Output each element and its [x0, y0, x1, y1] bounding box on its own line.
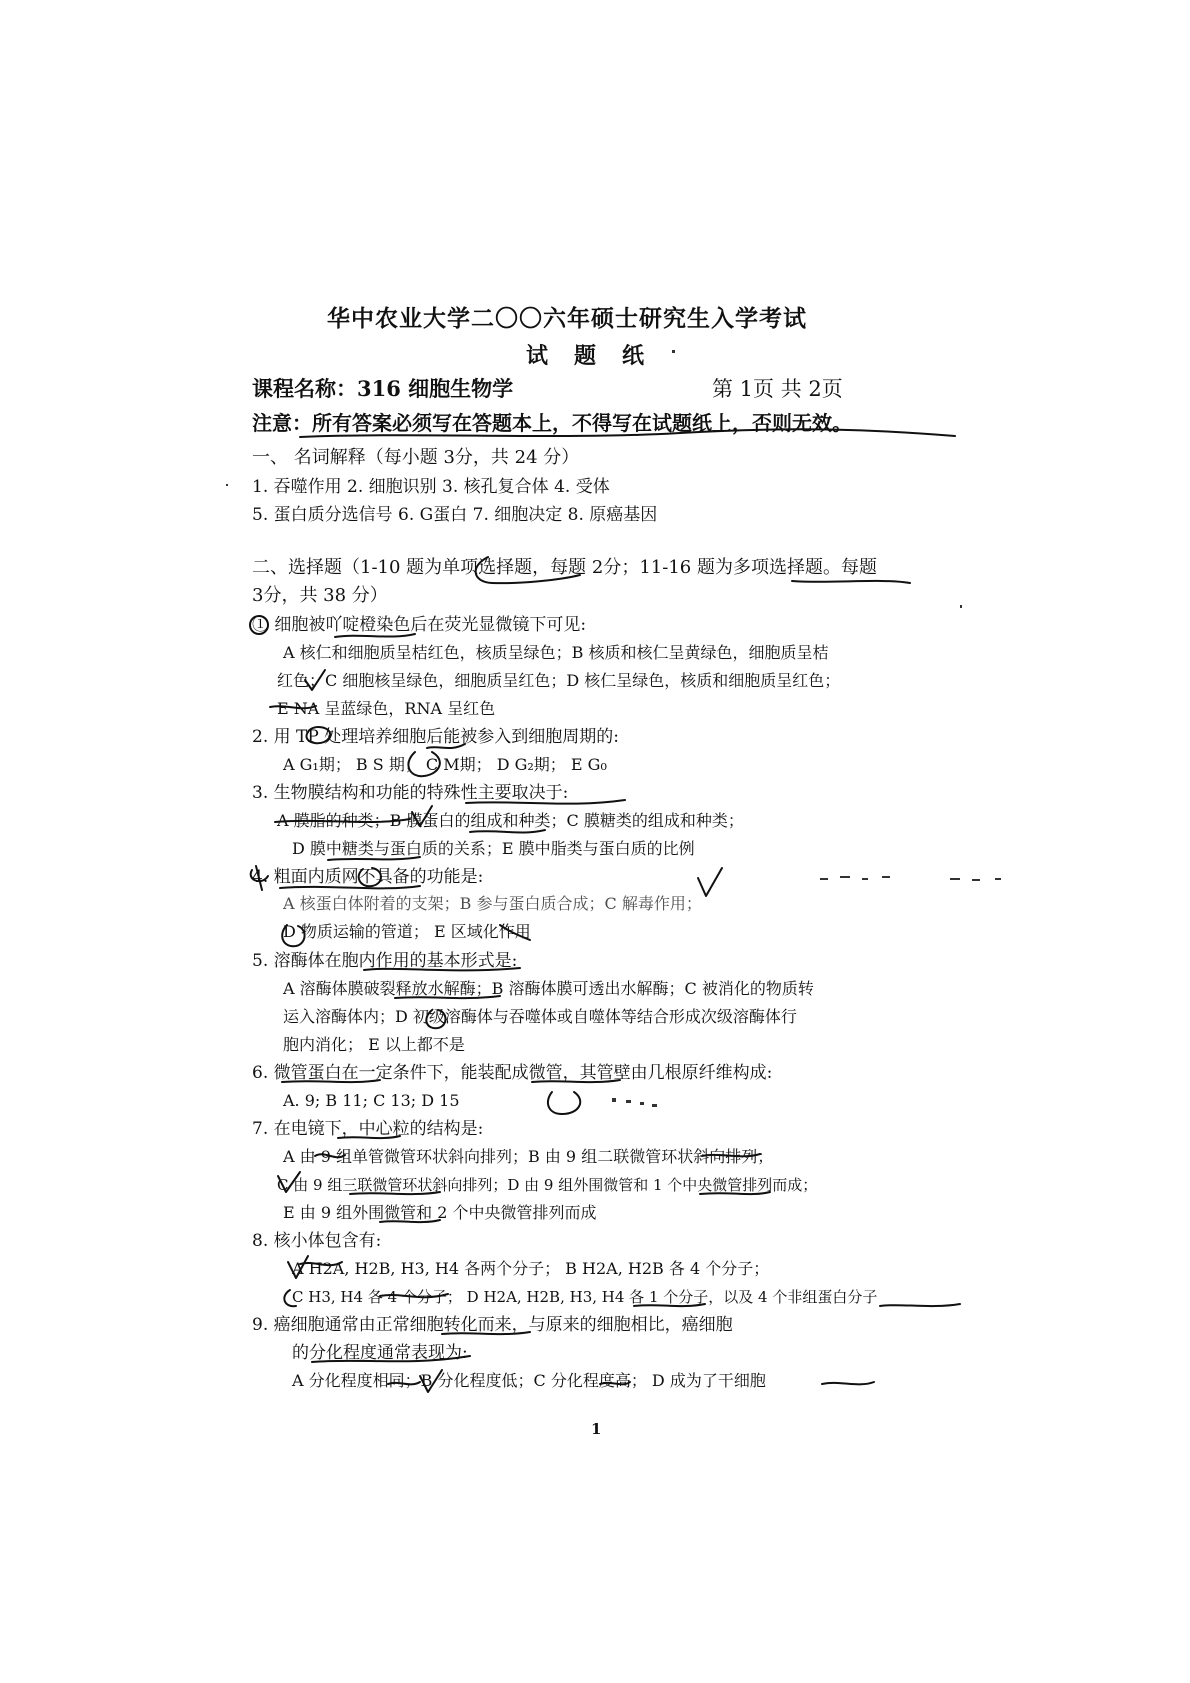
- subtitle-speck: [672, 350, 675, 353]
- section1-terms-row1: 1. 吞噬作用 2. 细胞识别 3. 核孔复合体 4. 受体: [252, 477, 610, 497]
- q9-stem-line2: 的分化程度通常表现为:: [292, 1343, 468, 1363]
- q2-options-line1: A G₁期； B S 期； C M期； D G₂期； E G₀: [283, 755, 607, 774]
- course-name: 课程名称：316 细胞生物学: [252, 376, 514, 401]
- q2-stem: 2. 用 TP 处理培养细胞后能被参入到细胞周期的:: [252, 727, 619, 747]
- q7-options-line2: C 由 9 组三联微管环状斜向排列；D 由 9 组外围微管和 1 个中央微管排列而成；: [277, 1176, 818, 1194]
- q9-option-d-strike-mark: [822, 1382, 874, 1384]
- q1-options-line3: E NA 呈蓝绿色，RNA 呈红色: [277, 699, 496, 718]
- notice: 注意：所有答案必须写在答题本上，不得写在试题纸上，否则无效。: [252, 411, 852, 435]
- q3-stem: 3. 生物膜结构和功能的特殊性主要取决于:: [252, 783, 569, 803]
- q5-options-line3: 胞内消化； E 以上都不是: [283, 1035, 465, 1054]
- q4-options-line1: A 核蛋白体附着的支架；B 参与蛋白质合成；C 解毒作用；: [283, 894, 702, 913]
- q4-options-line2: D 物质运输的管道； E 区域化作用: [283, 922, 531, 941]
- q8-stem: 8. 核小体包含有:: [252, 1231, 382, 1251]
- margin-speck-right: [960, 605, 962, 608]
- q1-options-line2: 红色；C 细胞核呈绿色，细胞质呈红色；D 核仁呈绿色，核质和细胞质呈红色；: [277, 671, 841, 690]
- q1-options-line1: A 核仁和细胞质呈桔红色，核质呈绿色；B 核质和核仁呈黄绿色，细胞质呈桔: [283, 643, 829, 662]
- q5-options-line2: 运入溶酶体内；D 初级溶酶体与吞噬体或自噬体等结合形成次级溶酶体行: [283, 1007, 797, 1026]
- margin-speck: [226, 484, 228, 486]
- q6-stem: 6. 微管蛋白在一定条件下，能装配成微管，其管壁由几根原纤维构成:: [252, 1063, 773, 1083]
- section2-heading-line1: 二、选择题（1-10 题为单项选择题，每题 2分；11-16 题为多项选择题。每题: [252, 557, 877, 578]
- q7-stem: 7. 在电镜下，中心粒的结构是:: [252, 1119, 484, 1139]
- q5-stem: 5. 溶酶体在胞内作用的基本形式是:: [252, 951, 518, 971]
- q4-option-c-check-mark: [698, 868, 722, 896]
- section1-terms-row2: 5. 蛋白质分选信号 6. G蛋白 7. 细胞决定 8. 原癌基因: [252, 505, 658, 525]
- q5-options-line1: A 溶酶体膜破裂释放水解酶；B 溶酶体膜可透出水解酶；C 被消化的物质转: [283, 979, 814, 998]
- q4-scan-noise-mark: [820, 876, 1001, 881]
- q8-options-line2: C H3, H4 各 4 个分子； D H2A, H2B, H3, H4 各 1 个分子，以及 4 个非组蛋白分子: [292, 1288, 878, 1306]
- multi-choice-underline-mark: [792, 581, 910, 583]
- exam-title: 华中农业大学二〇〇六年硕士研究生入学考试: [327, 305, 807, 332]
- section2-heading-line2: 3分，共 38 分）: [252, 585, 388, 606]
- q3-options-line1: A 膜脂的种类；B 膜蛋白的组成和种类；C 膜糖类的组成和种类；: [277, 811, 744, 830]
- q8-option-d-underline-mark-2: [880, 1304, 960, 1306]
- q6-options-line1: A. 9; B 11; C 13; D 15: [283, 1091, 460, 1110]
- q7-options-line1: A 由 9 组单管微管环状斜向排列；B 由 9 组二联微管环状斜向排列；: [283, 1147, 774, 1166]
- q7-options-line3: E 由 9 组外围微管和 2 个中央微管排列而成: [283, 1203, 597, 1222]
- section1-heading: 一、 名词解释（每小题 3分，共 24 分）: [252, 447, 580, 468]
- q8-options-line1: A H2A, H2B, H3, H4 各两个分子； B H2A, H2B 各 4 个分子；: [292, 1259, 770, 1278]
- q9-stem: 9. 癌细胞通常由正常细胞转化而来，与原来的细胞相比，癌细胞: [252, 1315, 733, 1335]
- q6-answer-circle-mark: [548, 1092, 580, 1114]
- q1-stem: ① 细胞被吖啶橙染色后在荧光显微镜下可见:: [252, 615, 587, 635]
- q3-options-line2: D 膜中糖类与蛋白质的关系；E 膜中脂类与蛋白质的比例: [292, 839, 695, 858]
- exam-subtitle: 试题纸: [526, 343, 671, 369]
- q9-options-line1: A 分化程度相同；B 分化程度低；C 分化程度高； D 成为了干细胞: [292, 1371, 766, 1390]
- q6-scan-noise-mark: [612, 1098, 657, 1107]
- page-info: 第 1页 共 2页: [712, 377, 843, 401]
- page-number: 1: [591, 1420, 602, 1438]
- q4-stem: 4. 粗面内质网不具备的功能是:: [252, 867, 484, 887]
